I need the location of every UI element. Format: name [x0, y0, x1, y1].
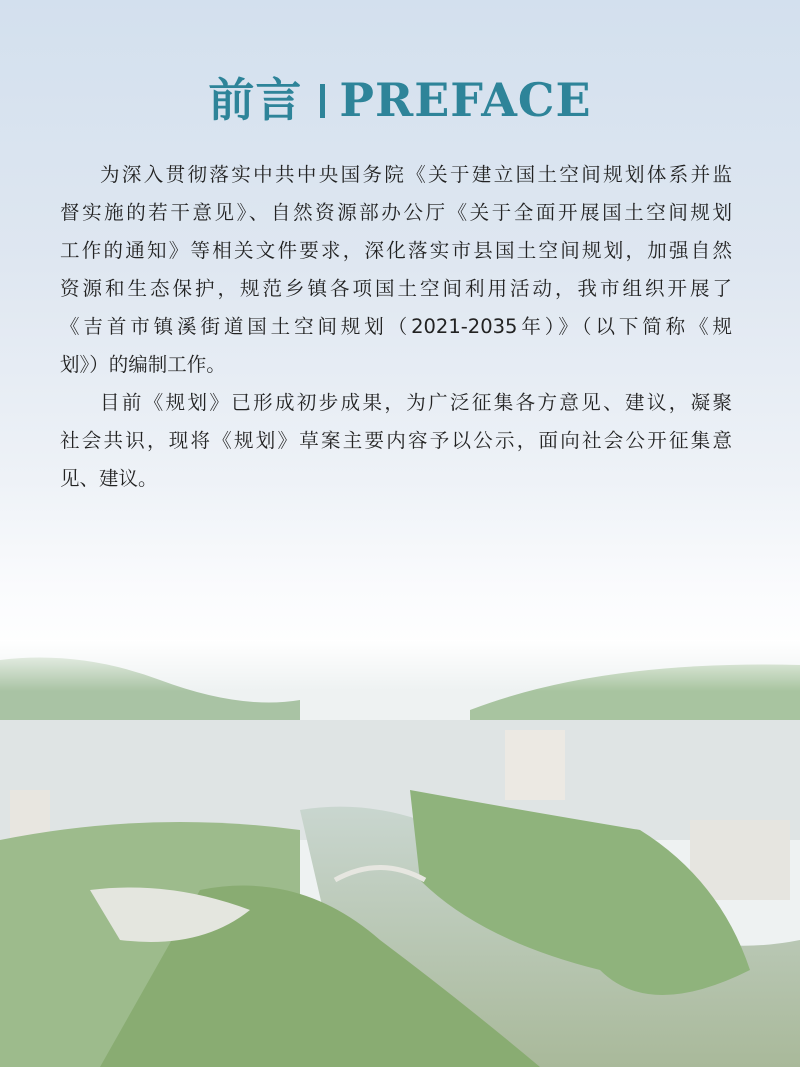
text-line: 社会共识，现将《规划》草案主要内容予以公示，面向社会公开征集意 [60, 429, 732, 452]
text-line: 目前《规划》已形成初步成果，为广泛征集各方意见、建议，凝聚 [100, 391, 732, 414]
text-line: 为深入贯彻落实中共中央国务院《关于建立国土空间规划体系并监 [100, 163, 732, 186]
paragraph-2 [60, 384, 732, 498]
preface-body [60, 156, 732, 498]
text-line: 划》）的编制工作。 [60, 353, 226, 376]
text-line: 《吉首市镇溪街道国土空间规划（2021-2035年）》（以下简称《规 [60, 315, 732, 338]
title-divider [320, 84, 325, 118]
page-title [0, 64, 800, 130]
paragraph-1 [60, 156, 732, 384]
title-en: PREFACE [339, 73, 592, 127]
title-cn: 前言 [208, 73, 303, 127]
text-line: 工作的通知》等相关文件要求，深化落实市县国土空间规划，加强自然 [60, 239, 732, 262]
text-line: 督实施的若干意见》、自然资源部办公厅《关于全面开展国土空间规划 [60, 201, 732, 224]
city-landscape-image [0, 640, 800, 1067]
text-line: 资源和生态保护，规范乡镇各项国土空间利用活动，我市组织开展了 [60, 277, 732, 300]
text-line: 见、建议。 [60, 467, 158, 490]
